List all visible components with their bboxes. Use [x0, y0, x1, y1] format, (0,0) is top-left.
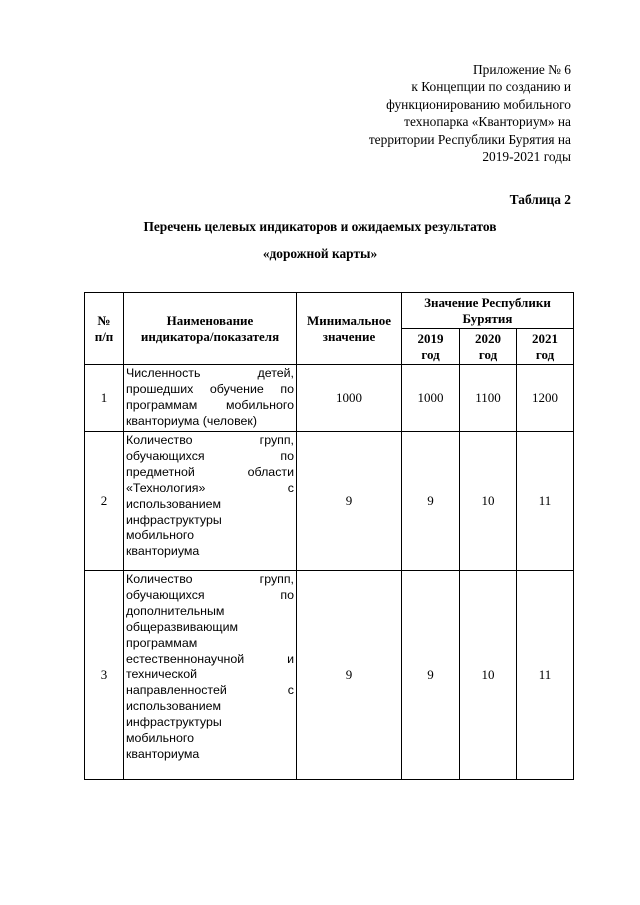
header-year-line: 2020 [475, 330, 501, 346]
appendix-line: Приложение № 6 [472, 62, 571, 77]
row-number: 2 [85, 432, 124, 571]
header-year-line: 2021 [532, 330, 558, 346]
table-label: Таблица 2 [509, 192, 571, 207]
indicator-name-line: предметной области [126, 464, 294, 479]
indicators-table [84, 292, 574, 780]
header-number-line: п/п [94, 328, 114, 344]
row-number: 1 [85, 365, 124, 432]
value-2021: 11 [517, 571, 574, 780]
value-2021: 1200 [517, 365, 574, 432]
header-republic-line: Значение Республики [424, 294, 551, 310]
appendix-note [311, 61, 571, 165]
minimum-value: 1000 [297, 365, 402, 432]
indicator-name-line: Количество групп, [126, 433, 294, 447]
table-row [85, 432, 574, 571]
header-year-line: год [421, 346, 440, 362]
indicator-name-line: обучающихся по [126, 448, 294, 463]
indicator-name-line: инфраструктуры [126, 512, 222, 527]
header-year-line: год [478, 346, 498, 362]
indicator-name-line: программам [126, 635, 198, 650]
header-year-line: год [535, 346, 555, 362]
indicator-name [124, 571, 297, 780]
appendix-line: территории Республики Бурятия на [368, 131, 571, 147]
indicator-name-line: обучающихся по [126, 587, 294, 602]
indicator-name-line: общеразвивающим [126, 619, 239, 634]
value-2020: 10 [460, 571, 517, 780]
header-republic-value [402, 293, 574, 329]
indicator-name-line: программам мобильного [126, 397, 294, 412]
indicator-name-line: Количество групп, [126, 572, 294, 586]
value-2019: 9 [402, 432, 460, 571]
indicator-name-line: мобильного [126, 528, 194, 543]
indicator-name [124, 432, 297, 571]
value-2020: 10 [460, 432, 517, 571]
value-2021: 11 [517, 432, 574, 571]
value-2019: 9 [402, 571, 460, 780]
header-number [85, 293, 124, 365]
header-indicator-name [124, 293, 297, 365]
header-republic-line: Бурятия [462, 310, 513, 326]
table-row [85, 571, 574, 780]
minimum-value: 9 [297, 571, 402, 780]
appendix-line: к Концепции по созданию и [411, 79, 571, 95]
indicator-name-line: инфраструктуры [126, 715, 222, 730]
row-number: 3 [85, 571, 124, 780]
indicator-name-line: кванториума [126, 544, 200, 559]
appendix-line: технопарка «Кванториум» на [404, 114, 571, 130]
header-year-2021 [517, 329, 574, 365]
table-row [85, 365, 574, 432]
header-number-line: № [97, 312, 111, 328]
header-name-line: Наименование [166, 312, 254, 328]
appendix-line: функционированию мобильного [386, 96, 571, 112]
value-2020: 1100 [460, 365, 517, 432]
header-min-line: Минимальное [306, 312, 392, 328]
indicator-name-line: «Технология» с [126, 480, 294, 495]
indicator-name-line: мобильного [126, 731, 194, 746]
indicator-name-line: направленностей с [126, 683, 294, 698]
indicator-name-line: дополнительным [126, 603, 225, 618]
header-name-line: индикатора/показателя [140, 328, 280, 344]
value-2019: 1000 [402, 365, 460, 432]
indicator-name [124, 365, 297, 432]
indicator-name-line: использованием [126, 496, 222, 511]
indicator-name-line: использованием [126, 699, 222, 714]
indicator-name-line: кванториума (человек) [126, 413, 257, 428]
indicator-name-line: технической [126, 667, 198, 682]
indicator-name-line: прошедших обучение по [126, 381, 294, 396]
header-minimum-value [297, 293, 402, 365]
minimum-value: 9 [297, 432, 402, 571]
appendix-line: 2019-2021 годы [482, 149, 571, 165]
header-year-2019 [402, 329, 460, 365]
document-title-continued: «дорожной карты» [262, 246, 378, 261]
indicator-name-line: кванториума [126, 746, 200, 761]
document-title: Перечень целевых индикаторов и ожидаемых результатов [143, 219, 497, 234]
indicator-name-line: естественнонаучной и [126, 651, 294, 666]
header-year-line: 2019 [417, 330, 444, 346]
indicator-name-line: Численность детей, [126, 366, 294, 380]
header-min-line: значение [322, 328, 376, 344]
header-year-2020 [460, 329, 517, 365]
